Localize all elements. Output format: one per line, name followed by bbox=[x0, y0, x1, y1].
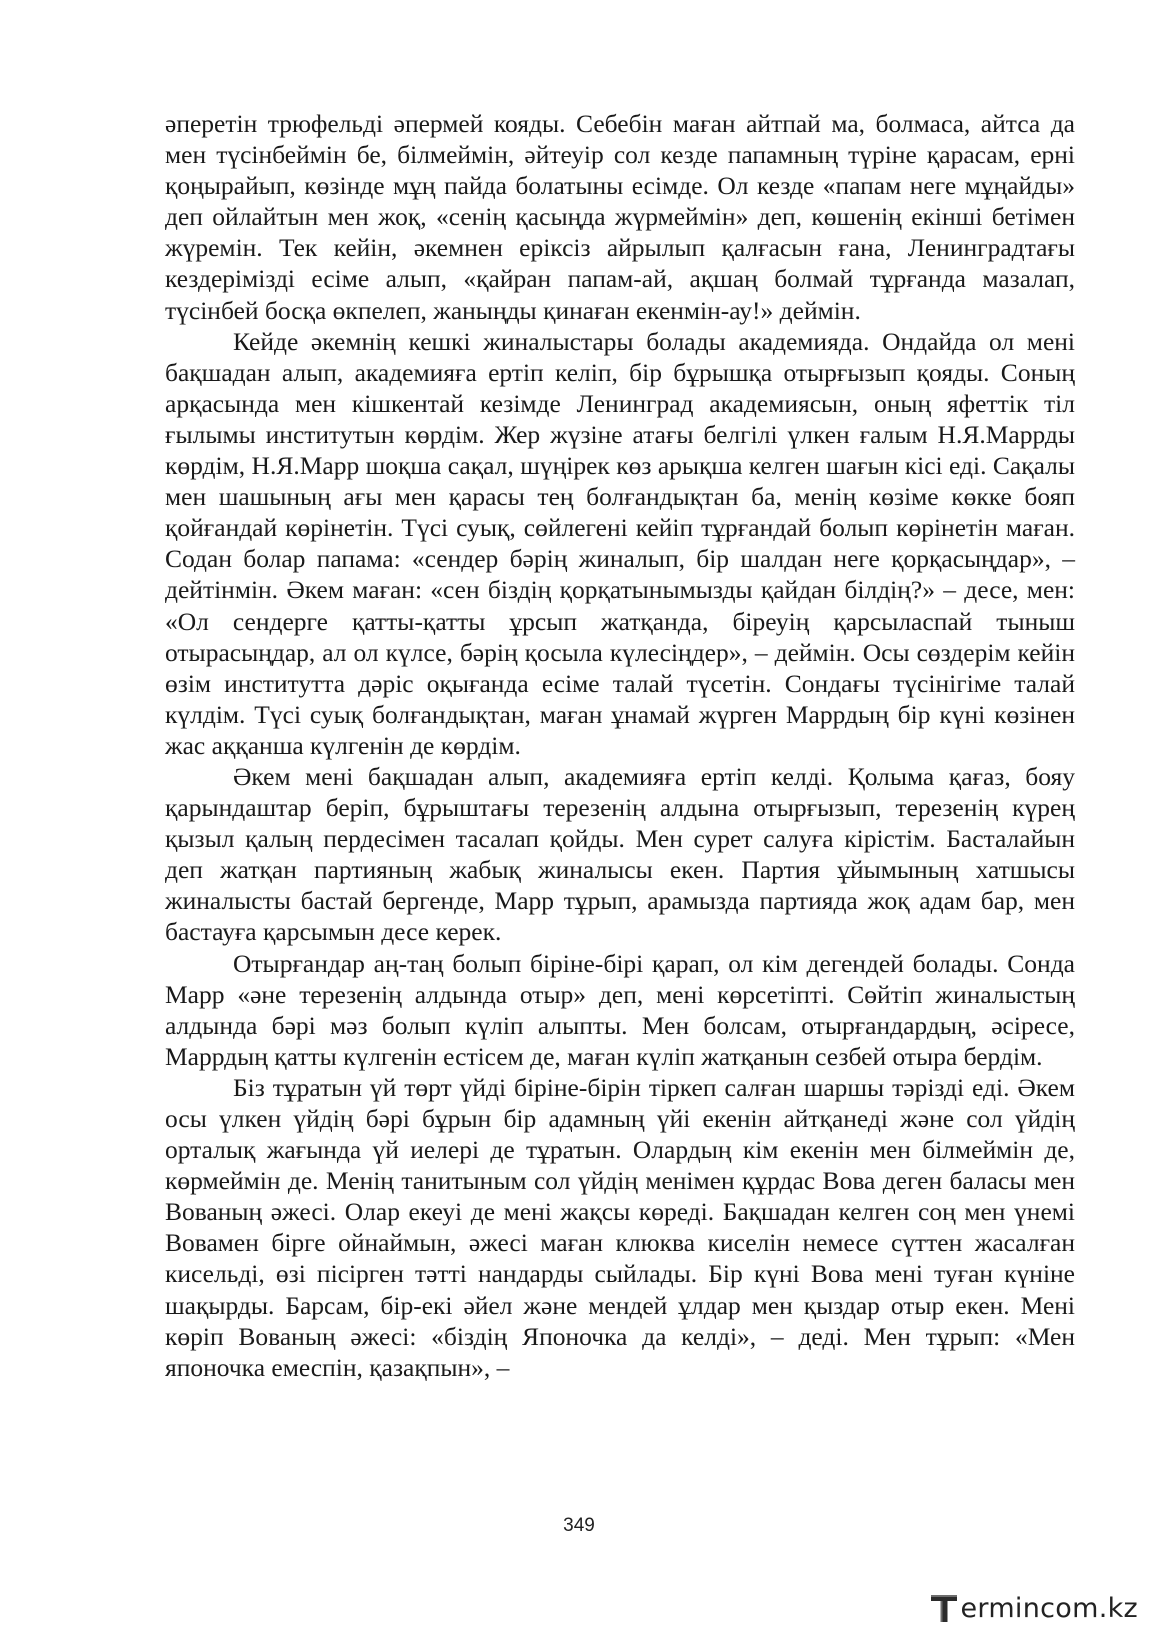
page-number: 349 bbox=[563, 1515, 595, 1536]
termincom-t-logo-icon bbox=[929, 1592, 959, 1624]
paragraph-1: әперетін трюфельді әпермей кояды. Себебін маған айтпай ма, болмаса, айтса да мен түсінбеймін бе, білмеймін, әйтеуір сол кезде папамның түріне қарасам, ерні қоңырайып, көзінде мұң пайда болатыны есімде. Ол кезде «папам неге мұңайды» деп ойлайтын мен жоқ, «сенің қасыңда жүрмеймін» деп, көшенің екінші бетімен жүремін. Тек кейін, әкемнен еріксіз айрылып қалғасын ғана, Ленинградтағы кездерімізді есіме алып, «қайран папам-ай, ақшаң болмай тұрғанда мазалап, түсінбей босқа өкпелеп, жаныңды қинаған екенмін-ау!» деймін. bbox=[165, 109, 1075, 325]
watermark-text: ermincom.kz bbox=[960, 1592, 1138, 1624]
document-body bbox=[165, 108, 1075, 1383]
paragraph-4: Отырғандар аң-таң болып біріне-бірі қарап, ол кім дегендей болады. Сонда Марр «әне терезенің алдында отыр» деп, мені көрсетіпті. Сөйтіп жиналыстың алдында бәрі мәз болып күліп алыпты. Мен болсам, отырғандардың, әсіресе, Маррдың қатты күлгенін естісем де, маған күліп жатқанын сезбей отыра бердім. bbox=[165, 948, 1075, 1071]
paragraph-2: Кейде әкемнің кешкі жиналыстары болады академияда. Ондайда ол мені бақшадан алып, академияға ертіп келіп, бір бұрышқа отырғызып қояды. Соның арқасында мен кішкентай кезімде Ленинград академиясын, оның яфеттік тіл ғылымы институтын көрдім. Жер жүзіне атағы белгілі үлкен ғалым Н.Я.Маррды көрдім, Н.Я.Марр шоқша сақал, шүңірек көз арықша келген шағын кісі еді. Сақалы мен шашының ағы мен қарасы тең болғандықтан ба, менің көзіме көкке бояп қойғандай көрінетін. Түсі суық, сөйлегені кейіп тұрғандай болып көрінетін маған. Содан болар папама: «сендер бәрің жиналып, бір шалдан неге қорқасыңдар», – дейтінмін. Әкем маған: «сен біздің қорқатынымызды қайдан білдің?» – десе, мен: «Ол сендерге қатты-қатты ұрсып жатқанда, біреуің қарсыласпай тыныш отырасыңдар, ал ол күлсе, бәрің қосыла күлесіңдер», – деймін. Осы сөздерім кейін өзім институтта дәріс оқығанда есіме талай түсетін. Сондағы түсінігіме талай күлдім. Түсі суық болғандықтан, маған ұнамай жүрген Маррдың бір күні көзінен жас аққанша күлгенін де көрдім. bbox=[165, 326, 1075, 760]
paragraph-3: Әкем мені бақшадан алып, академияға ертіп келді. Қолыма қағаз, бояу қарындаштар беріп, бұрыштағы терезенің алдына отырғызып, терезенің күрең қызыл қалың пердесімен тасалап қойды. Мен сурет салуға кірістім. Басталайын деп жатқан партияның жабық жиналысы екен. Партия ұйымының хатшысы жиналысты бастай бергенде, Марр тұрып, арамызда партияда жоқ адам бар, мен бастауға қарсымын десе керек. bbox=[165, 761, 1075, 947]
termincom-watermark bbox=[929, 1588, 1138, 1628]
paragraph-5: Біз тұратын үй төрт үйді біріне-бірін тіркеп салған шаршы тәрізді еді. Әкем осы үлкен үйдің бәрі бұрын бір адамның үйі екенін айтқанеді және сол үйдің орталық жағында үй иелері де тұратын. Олардың кім екенін мен білмеймін де, көрмеймін де. Менің танитыным сол үйдің менімен құрдас Вова деген баласы мен Вованың әжесі. Олар екеуі де мені жақсы көреді. Бақшадан келген соң мен үнемі Вовамен бірге ойнаймын, әжесі маған клюква киселін немесе сүттен жасалған кисельді, өзі пісірген тәтті нандарды сыйлады. Бір күні Вова мені туған күніне шақырды. Барсам, бір-екі әйел және мендей ұлдар мен қыздар отыр екен. Мені көріп Вованың әжесі: «біздің Японочка да келді», – деді. Мен тұрып: «Мен японочка емеспін, қазақпын», – bbox=[165, 1072, 1075, 1382]
